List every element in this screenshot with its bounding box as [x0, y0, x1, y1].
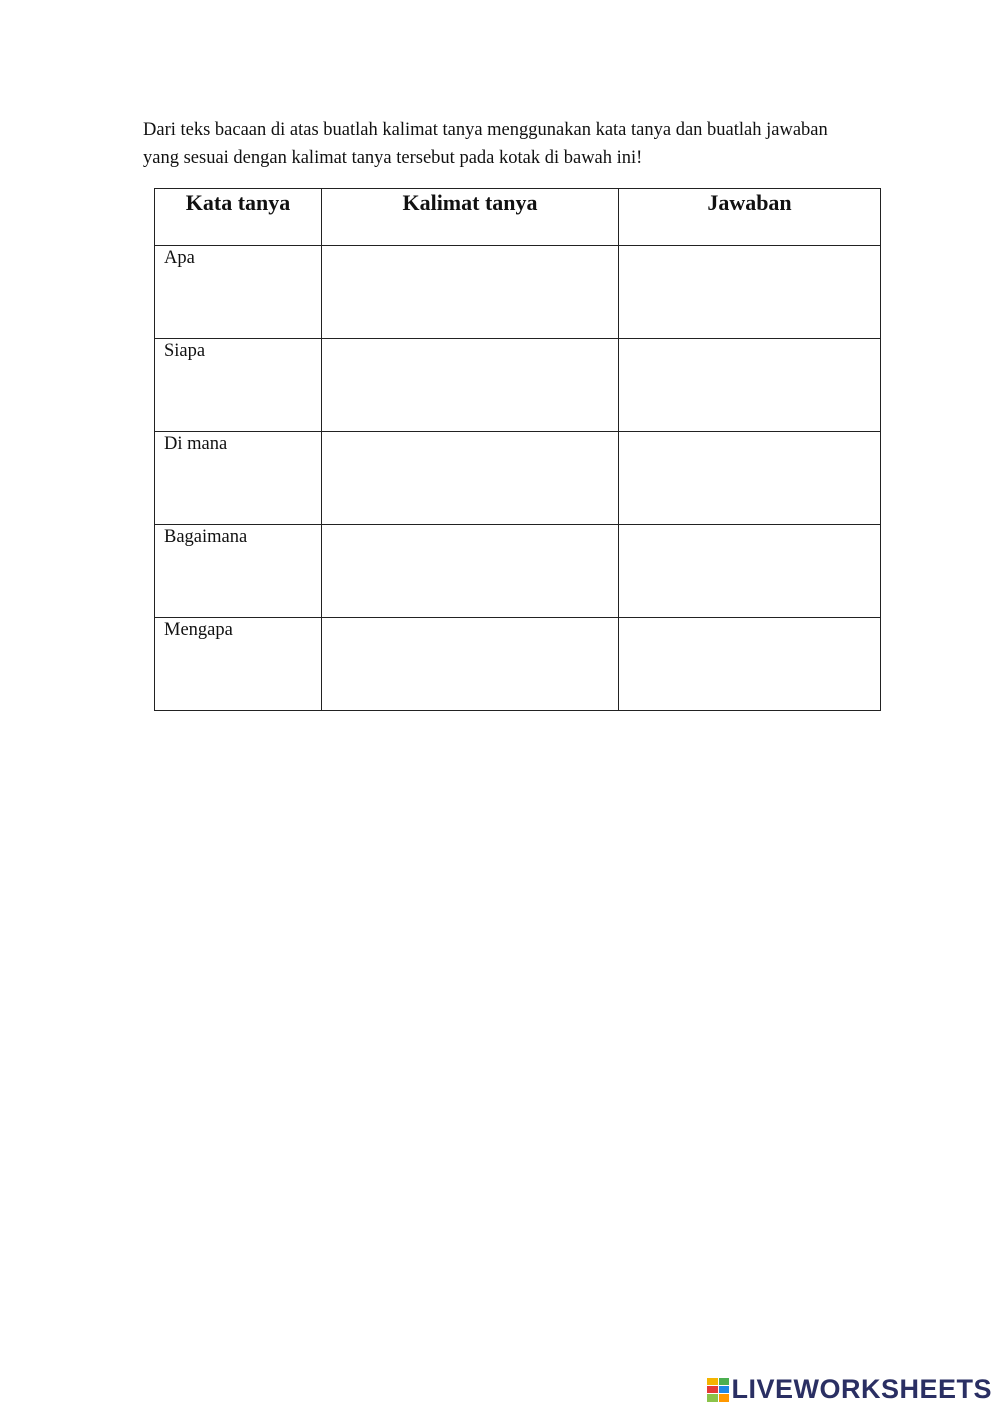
header-kalimat-tanya: Kalimat tanya — [322, 189, 619, 246]
kalimat-tanya-answer-cell[interactable] — [322, 525, 619, 618]
jawaban-answer-cell[interactable] — [619, 618, 881, 711]
jawaban-answer-cell[interactable] — [619, 525, 881, 618]
liveworksheets-watermark — [707, 1374, 992, 1405]
table-header-row — [155, 189, 881, 246]
jawaban-answer-cell[interactable] — [619, 246, 881, 339]
kalimat-tanya-answer-cell[interactable] — [322, 339, 619, 432]
header-jawaban: Jawaban — [619, 189, 881, 246]
kata-tanya-cell: Bagaimana — [155, 525, 322, 618]
kalimat-tanya-answer-cell[interactable] — [322, 618, 619, 711]
instruction-text — [143, 116, 893, 172]
kata-tanya-cell: Apa — [155, 246, 322, 339]
kata-tanya-cell: Di mana — [155, 432, 322, 525]
table-row — [155, 618, 881, 711]
kalimat-tanya-answer-cell[interactable] — [322, 432, 619, 525]
question-table — [154, 188, 881, 711]
instruction-line-1: Dari teks bacaan di atas buatlah kalimat tanya menggunakan kata tanya dan buatlah jawaban — [143, 120, 828, 140]
jawaban-answer-cell[interactable] — [619, 432, 881, 525]
liveworksheets-logo-icon — [707, 1378, 729, 1402]
kalimat-tanya-answer-cell[interactable] — [322, 246, 619, 339]
watermark-text: LIVEWORKSHEETS — [731, 1374, 992, 1404]
header-kata-tanya: Kata tanya — [155, 189, 322, 246]
table-row — [155, 432, 881, 525]
kata-tanya-cell: Mengapa — [155, 618, 322, 711]
kata-tanya-cell: Siapa — [155, 339, 322, 432]
instruction-line-2: yang sesuai dengan kalimat tanya tersebut pada kotak di bawah ini! — [143, 148, 643, 168]
jawaban-answer-cell[interactable] — [619, 339, 881, 432]
table-row — [155, 525, 881, 618]
table-row — [155, 246, 881, 339]
table-row — [155, 339, 881, 432]
